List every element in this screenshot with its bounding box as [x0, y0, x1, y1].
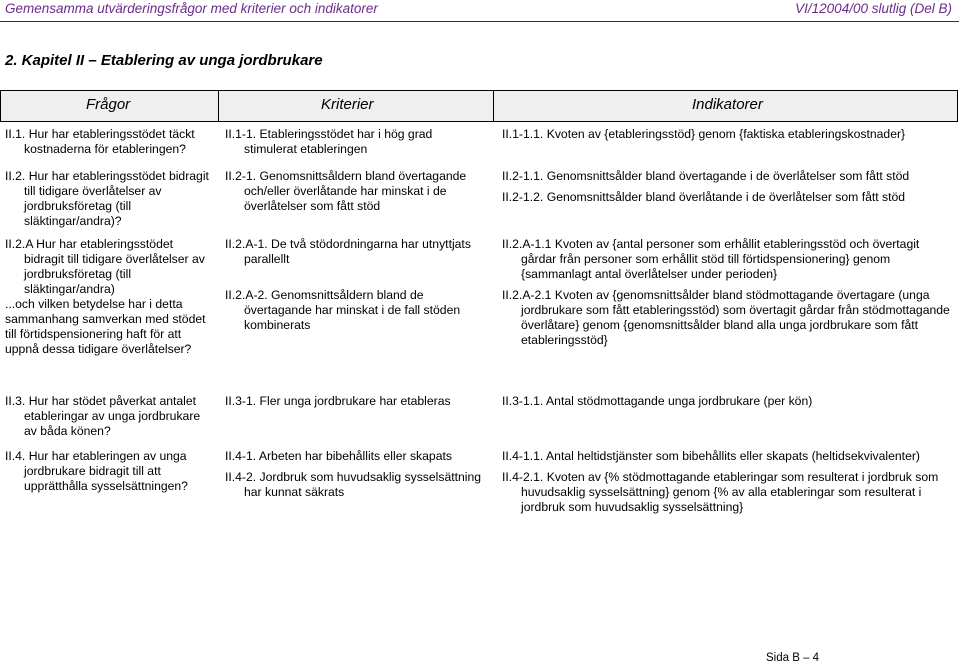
indicator-text: II.2.A-1.1 Kvoten av {antal personer som erhållit etableringsstöd och övertagit gårdar från personer som erhållit stöd till förtidspensionering} genom {sammanlagt antal överlåtelser under perioden} [502, 237, 920, 281]
criterion-text: II.4-2. Jordbruk som huvudsaklig sysselsättning har kunnat säkrats [225, 470, 482, 499]
question-cell [5, 394, 210, 439]
question-text: II.3. Hur har stödet påverkat antalet etableringar av unga jordbrukare av båda könen? [5, 394, 201, 438]
indicator-text: II.2.A-2.1 Kvoten av {genomsnittsålder bland stödmottagande övertagare (unga jordbrukare som fått etableringsstöd) som övertagit gårdar från stödmottagande överlåtare} genom {genomsnittsålder bland alla unga jordbrukare som fått etableringsstöd} [502, 288, 950, 347]
header-divider [0, 21, 959, 22]
column-header-fragor: Frågor [86, 96, 131, 113]
indicator-cell [502, 449, 954, 515]
question-cell [5, 449, 210, 494]
indicator-cell [502, 127, 954, 142]
criterion-cell [225, 169, 485, 214]
column-header-kriterier: Kriterier [321, 96, 374, 113]
criterion-cell [225, 449, 485, 500]
indicator-text: II.2-1.1. Genomsnittsålder bland övertagande i de överlåtelser som fått stöd [502, 169, 910, 183]
header-document-reference: VI/12004/00 slutlig (Del B) [795, 1, 952, 16]
column-header-indikatorer: Indikatorer [692, 96, 763, 113]
criterion-cell [225, 237, 485, 333]
criterion-cell [225, 127, 485, 157]
indicator-cell [502, 169, 954, 205]
column-divider [493, 90, 494, 122]
question-cell [5, 169, 210, 229]
page-number: Sida B – 4 [766, 652, 820, 664]
table-header-row [0, 90, 958, 122]
indicator-text: II.4-1.1. Antal heltidstjänster som bibehållits eller skapats (heltidsekvivalenter) [502, 449, 920, 463]
indicator-text: II.1-1.1. Kvoten av {etableringsstöd} genom {faktiska etableringskostnader} [502, 127, 906, 141]
criterion-text: II.4-1. Arbeten har bibehållits eller skapats [225, 449, 452, 463]
question-text: II.1. Hur har etableringsstödet täckt kostnaderna för etableringen? [5, 127, 195, 156]
criterion-text: II.3-1. Fler unga jordbrukare har etableras [225, 394, 451, 408]
question-text: II.2. Hur har etableringsstödet bidragit till tidigare överlåtelser av jordbruksföretag (till släktingar/andra)? [5, 169, 209, 228]
question-cell [5, 237, 210, 357]
indicator-text: II.4-2.1. Kvoten av {% stödmottagande etableringar som resulterat i jordbruk som huvudsaklig sysselsättning} genom {% av alla etableringar som resulterat i jordbruk som huvudsaklig sysselsättning} [502, 470, 939, 514]
page-title: 2. Kapitel II – Etablering av unga jordbrukare [5, 52, 323, 69]
question-cell [5, 127, 210, 157]
header-document-title: Gemensamma utvärderingsfrågor med kriterier och indikatorer [5, 1, 378, 16]
criterion-text: II.2-1. Genomsnittsåldern bland övertagande och/eller överlåtande har minskat i de överlåtelser som fått stöd [225, 169, 467, 213]
question-text: II.2.A Hur har etableringsstödet bidragit till tidigare överlåtelser av jordbruksföretag (till släktingar/andra) [5, 237, 205, 296]
indicator-text: II.2-1.2. Genomsnittsålder bland överlåtande i de överlåtelser som fått stöd [502, 190, 906, 204]
indicator-cell [502, 394, 954, 409]
question-text: II.4. Hur har etableringen av unga jordbrukare bidragit till att upprätthålla sysselsättningen? [5, 449, 188, 493]
indicator-cell [502, 237, 954, 348]
criterion-text: II.2.A-1. De två stödordningarna har utnyttjats parallellt [225, 237, 471, 266]
column-divider [218, 90, 219, 122]
criterion-text: II.1-1. Etableringsstödet har i hög grad stimulerat etableringen [225, 127, 433, 156]
criterion-text: II.2.A-2. Genomsnittsåldern bland de övertagande har minskat i de fall stöden kombinerats [225, 288, 461, 332]
question-text: ...och vilken betydelse har i detta sammanhang samverkan med stödet till förtidspensionering haft för att uppnå dessa tidigare överlåtelser? [5, 297, 206, 356]
criterion-cell [225, 394, 485, 409]
indicator-text: II.3-1.1. Antal stödmottagande unga jordbrukare (per kön) [502, 394, 813, 408]
